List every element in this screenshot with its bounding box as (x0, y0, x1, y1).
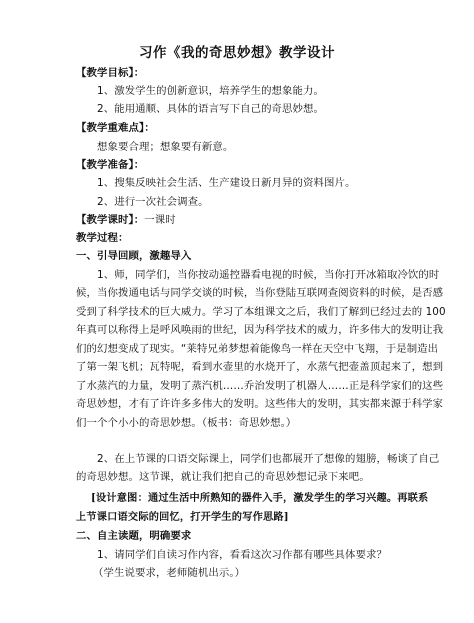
class-hours-value: 一课时 (144, 214, 176, 226)
paragraph-2-line: 2、在上节课的口语交际课上，同学们也都展开了想像的翅膀，畅谈了自己 (97, 453, 440, 465)
key-points-text: 想象要合理；想象要有新意。 (97, 141, 234, 153)
part-2-item-1: 1、请同学们自读习作内容，看看这次习作都有哪些具体要求？ (97, 549, 387, 561)
prep-item-1: 1、搜集反映社会生活、生产建设日新月异的资料图片。 (97, 177, 356, 189)
design-intent-line: 上节课口语交际的回忆，打开学生的写作思路] (76, 511, 289, 523)
paragraph-1-line: 候，当你拨通电话与同学交谈的时候，当你登陆互联网查阅资料的时候，是否感 (76, 287, 444, 299)
part-2-item-1-note: （学生说要求，老师随机出示。） (93, 567, 246, 579)
paragraph-1-line: 受到了科学技术的巨大威力。学习了本组课文之后，我们了解到已经过去的 100 (76, 306, 446, 318)
paragraph-1-line: 了水蒸汽的力量，发明了蒸汽机……乔治发明了机器人……正是科学家们的这些 (76, 380, 444, 392)
class-hours-label: 【教学课时】： (76, 214, 145, 226)
prep-item-2: 2、进行一次社会调查。 (97, 196, 209, 208)
goal-item-1: 1、激发学生的创新意识，培养学生的想象能力。 (97, 85, 325, 97)
paragraph-1-line: 们的幻想变成了现实。“莱特兄弟梦想着能像鸟一样在天空中飞翔，于是制造出 (76, 343, 439, 355)
part-1-heading: 一、引导回顾，激趣导入 (76, 250, 192, 262)
document-title: 习作《我的奇思妙想》教学设计 (139, 45, 335, 61)
paragraph-1-line: 了第一架飞机；瓦特呢，看到水壶里的水烧开了，水蒸气把壶盖顶起来了，想到 (76, 361, 444, 373)
paragraph-1-line: 们一个个小小的奇思妙想。（板书：奇思妙想。） (76, 417, 297, 429)
class-hours-line (76, 213, 176, 227)
paragraph-2-line: 的奇思妙想。这节课，就让我们把自己的奇思妙想记录下来吧。 (76, 471, 370, 483)
design-intent-line: [设计意图：通过生活中所熟知的器件入手，激发学生的学习兴趣。再联系 (91, 492, 429, 504)
paragraph-1-line: 1、师，同学们，当你按动遥控器看电视的时候，当你打开冰箱取冷饮的时 (97, 269, 440, 281)
paragraph-1-line: 奇思妙想，才有了许许多多伟大的发明。这些伟大的发明，其实都来源于科学家 (76, 398, 444, 410)
teaching-goals-heading: 【教学目标】： (76, 67, 145, 79)
part-2-heading: 二、自主读题，明确要求 (76, 530, 192, 542)
teaching-prep-heading: 【教学准备】： (76, 159, 145, 171)
paragraph-1-line: 年真可以称得上是呼风唤雨的世纪，因为科学技术的威力，许多伟大的发明让我 (76, 324, 444, 336)
goal-item-2: 2、能用通顺、具体的语言写下自己的奇思妙想。 (97, 103, 325, 115)
key-points-heading: 【教学重难点】： (76, 122, 155, 134)
teaching-process-heading: 教学过程： (76, 232, 129, 244)
